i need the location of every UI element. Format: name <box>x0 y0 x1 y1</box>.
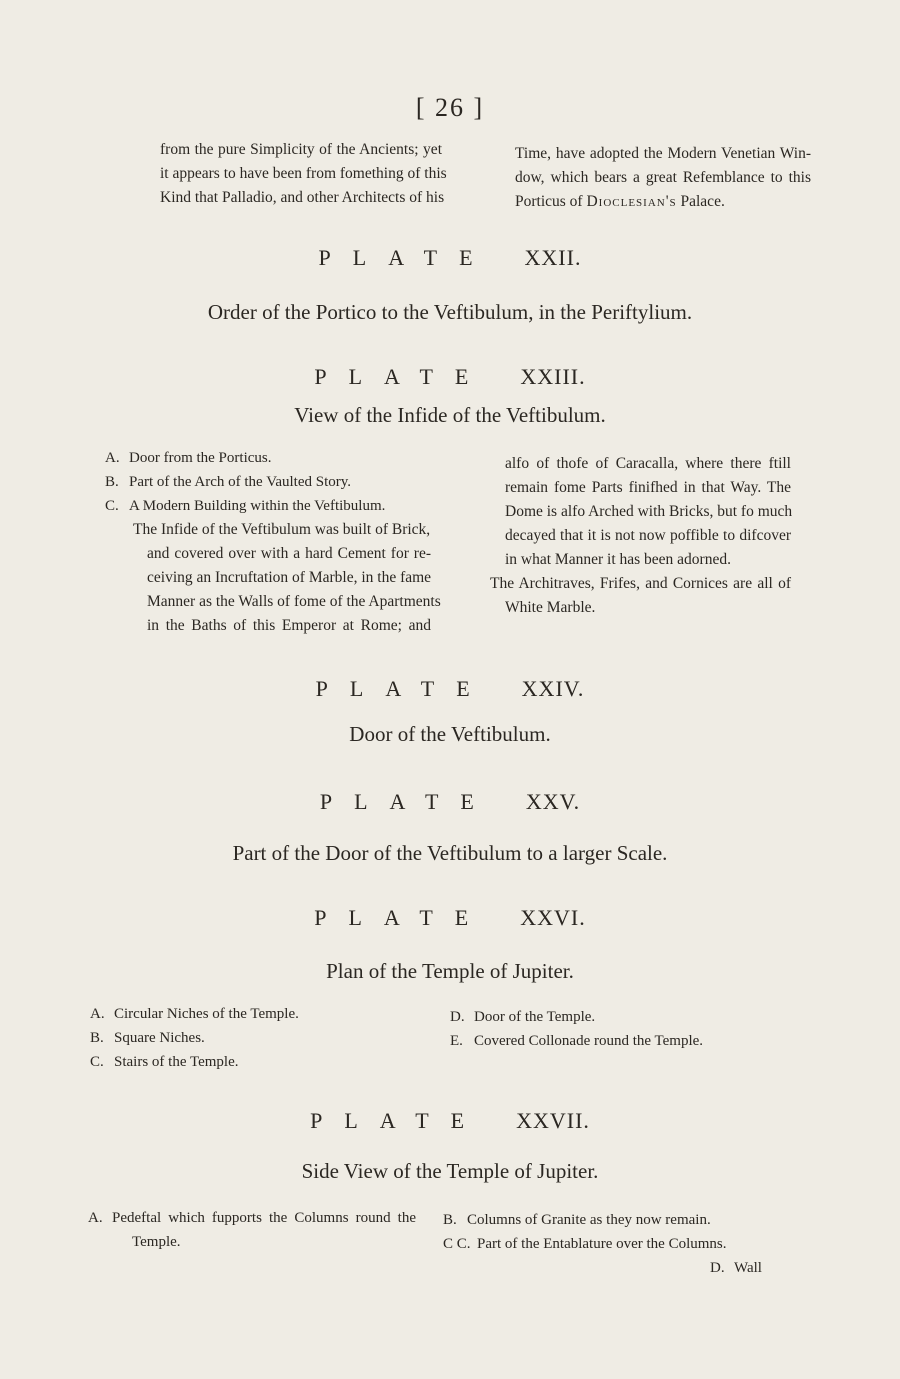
text-line: White Marble. <box>505 599 596 616</box>
plate-heading <box>0 364 900 390</box>
text-line: The Architraves, Frifes, and Cornices are all of <box>490 575 791 592</box>
text-line: and covered over with a hard Cement for re- <box>147 545 431 562</box>
text-line: alfo of thofe of Caracalla, where there ftill <box>505 455 791 472</box>
key-item: B. Square Niches. <box>90 1030 205 1046</box>
page-number: [ 26 ] <box>415 93 485 122</box>
plate-word: PLATE <box>314 364 491 389</box>
text-line: Time, have adopted the Modern Venetian Win- <box>515 145 811 162</box>
plate-word: PLATE <box>318 245 495 270</box>
plate-word: PLATE <box>315 676 492 701</box>
key-item: B. Part of the Arch of the Vaulted Story. <box>105 474 352 490</box>
text-line: in the Baths of this Emperor at Rome; and <box>147 617 431 634</box>
plate-title: Part of the Door of the Veftibulum to a larger Scale. <box>232 841 668 865</box>
text-line: Porticus of Dioclesian's Palace. <box>515 193 725 210</box>
text-line: The Infide of the Veftibulum was built of Brick, <box>133 521 431 538</box>
plate-title: Door of the Veftibulum. <box>349 722 551 746</box>
plate23-items <box>105 446 385 518</box>
text-line: Manner as the Walls of fome of the Apartments <box>147 593 441 610</box>
intro-left-column <box>160 138 447 210</box>
key-item-continuation: Temple. <box>132 1234 181 1250</box>
text-line: Dome is alfo Arched with Bricks, but fo much <box>505 503 793 520</box>
plate-heading <box>0 905 900 931</box>
plate-heading <box>0 1108 900 1134</box>
plate-numeral: XXVII. <box>516 1108 590 1133</box>
plate-numeral: XXII. <box>524 245 582 270</box>
plate-heading <box>0 245 900 271</box>
plate26-items-left <box>90 1002 299 1074</box>
key-item: B. Columns of Granite as they now remain. <box>443 1212 711 1228</box>
plate27-items-right <box>443 1208 727 1256</box>
text-line: decayed that it is not now poffible to difcover <box>505 527 791 544</box>
plate-title: Plan of the Temple of Jupiter. <box>326 959 574 983</box>
plate-title: View of the Infide of the Veftibulum. <box>294 403 606 427</box>
plate-heading <box>0 789 900 815</box>
text-line: ceiving an Incruftation of Marble, in the fame <box>147 569 432 586</box>
plate-numeral: XXIV. <box>521 676 585 701</box>
plate-numeral: XXVI. <box>520 905 586 930</box>
text-line: dow, which bears a great Refemblance to this <box>515 169 811 186</box>
plate-word: PLATE <box>314 905 491 930</box>
plate-title: Side View of the Temple of Jupiter. <box>301 1159 599 1183</box>
text-line: remain fome Parts finifhed in that Way. The <box>505 479 791 496</box>
key-item: A. Pedeftal which fupports the Columns round the <box>88 1210 416 1226</box>
plate26-items-right <box>450 1005 703 1053</box>
plate-title: Order of the Portico to the Veftibulum, in the Periftylium. <box>207 300 693 324</box>
plate-word: PLATE <box>310 1108 487 1133</box>
intro-right-column <box>515 142 811 214</box>
key-item: A. Circular Niches of the Temple. <box>90 1006 299 1022</box>
key-item: D. Door of the Temple. <box>450 1009 596 1025</box>
plate27-items-left <box>88 1206 416 1254</box>
key-item: E. Covered Collonade round the Temple. <box>450 1033 704 1049</box>
key-item: C C. Part of the Entablature over the Columns. <box>443 1236 727 1252</box>
plate-numeral: XXIII. <box>520 364 586 389</box>
key-item: C. Stairs of the Temple. <box>90 1054 239 1070</box>
key-item: A. Door from the Porticus. <box>105 450 272 466</box>
key-item: C. A Modern Building within the Veftibulum. <box>105 498 386 514</box>
text-line: in what Manner it has been adorned. <box>505 551 731 568</box>
key-item: D. Wall <box>710 1260 762 1276</box>
text-line: it appears to have been from fomething of this <box>160 165 447 182</box>
plate-word: PLATE <box>319 789 496 814</box>
plate23-paragraph-left <box>133 518 441 638</box>
plate23-paragraph-right <box>490 452 793 620</box>
plate-heading <box>0 676 900 702</box>
text-line: Kind that Palladio, and other Architects of his <box>160 189 445 206</box>
plate-numeral: XXV. <box>525 789 581 814</box>
text-line: from the pure Simplicity of the Ancients; yet <box>160 141 442 158</box>
